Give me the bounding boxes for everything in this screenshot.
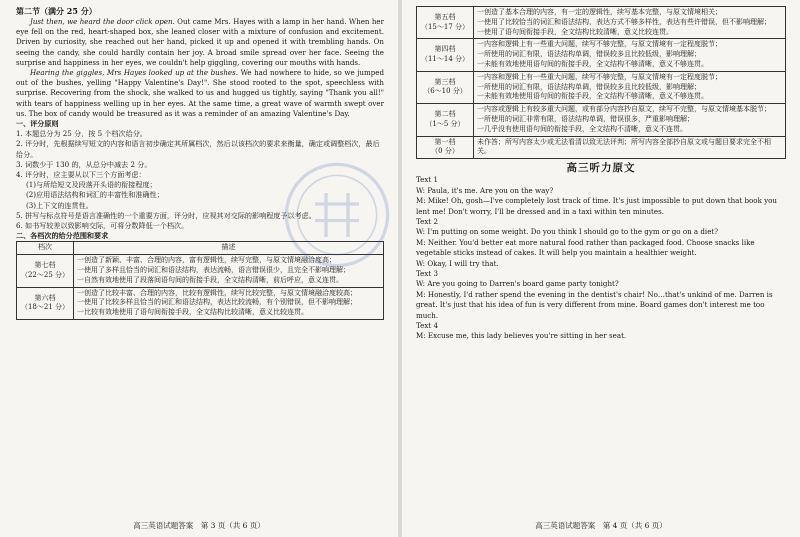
text-label: Text 3: [416, 269, 438, 279]
desc-line: 一自然有效地使用了段落间语句间的衔接手段，全文结构清晰，前后呼应，意义连贯。: [77, 275, 343, 284]
desc-line: 一创造了比较丰富、合理的内容，比较有逻辑性，续写比较完整，与原文情境融洽度较高；: [77, 288, 357, 297]
table-row: [17, 287, 384, 319]
desc-line: 一使用了多样且恰当的词汇和语法结构，表达流畅，语言错误很少，且完全不影响理解；: [77, 266, 350, 275]
desc-line: 一未能有效地使用语句间的衔接手段，全文结构不够清晰，意义不够连贯。: [477, 92, 708, 101]
desc-line: 一所使用的词汇有限，语法结构单调，错误较多且比较低级，影响理解；: [477, 50, 701, 59]
desc-line: 一内容或逻辑上有较多重大问题，或有部分内容抄自原文，续写不完整，与原文情境基本脱节；: [477, 105, 771, 114]
transcript-line: M: Excuse me, this lady believes you're sitting in her seat.: [416, 331, 627, 341]
level-range: （1～5 分）: [425, 119, 465, 128]
desc-cell: [474, 7, 786, 39]
section-title: 第二节（满分 25 分）: [16, 6, 97, 16]
principle-item: 3. 词数少于 130 的，从总分中减去 2 分。: [16, 159, 152, 169]
principle-item: (1)与所给短文及段落开头语的衔接程度；: [26, 180, 157, 190]
desc-line: 一几乎没有使用语句间的衔接手段，全文结构不清晰，意义不连贯。: [477, 124, 687, 133]
level-name: 第三档: [434, 77, 456, 86]
desc-line: 一使用了比较多样且恰当的词汇和语法结构，表达比较流畅，有个别错误，但不影响理解；: [77, 298, 357, 307]
level-cell: [417, 39, 474, 71]
transcript-line: M: Mike! Oh, gosh—I've completely lost track of time. It's just impossible to put down that book you lent me! Don't worry, I'll be dressed and in a taxi within ten minutes.: [416, 196, 777, 216]
desc-line: 未作答；所写内容太少或无法看清以致无法评判；所写内容全部抄自原文或与题目要求完全不相关。: [477, 137, 771, 156]
desc-cell: [474, 136, 786, 159]
story-lead: Hearing the giggles, Mrs Hayes looked up at the bushes.: [30, 68, 239, 78]
level-range: （22～25 分）: [20, 270, 70, 279]
listening-transcript: [416, 175, 786, 342]
transcript-line: W: Are you going to Darren's board game party tonight?: [416, 279, 619, 289]
transcript-line: M: Honestly, I'd rather spend the evening in the dentist's chair! No…that's unkind of me. Darren is great. It's just that his idea of fun is very different from mine. Board games don't interest me too much.: [416, 289, 773, 320]
desc-cell: [74, 287, 384, 319]
page-left: [0, 0, 398, 537]
principle-item: 2. 评分时，先根据续写短文的内容和语言初步确定其所属档次，然后以该档次的要求来衡量，确定或调整档次，最后给分。: [16, 139, 380, 159]
story-paragraph-2: Hearing the giggles, Mrs Hayes looked up at the bushes. We had nowhere to hide, so we jumped out of the bushes, yelling "Happy Valentine's Day!". She stood rooted to the spot, speechless with surprise. Recovering from the shock, she walked to us and hugged us tightly, saying "Thank you all!" with tears of happiness welling up in her eyes. At the same time, a great wave of warmth swept over us. The box of candy would be treasured as it was a reminder of an amazing Valentine's Day.: [16, 68, 385, 118]
table-row: [417, 39, 786, 71]
table-header-level: 档次: [17, 242, 74, 255]
level-cell: [17, 287, 74, 319]
level-range: （11～14 分）: [420, 55, 470, 64]
principles-title: 一、评分原则: [16, 119, 59, 129]
table-header-desc: 描述: [74, 242, 384, 255]
table-title: 二、各档次的给分范围和要求: [16, 231, 109, 241]
level-name: 第四档: [434, 45, 456, 54]
page-footer-right: 高三英语试题答案 第 4 页（共 6 页）: [535, 521, 667, 530]
transcript-line: W: Paula, it's me. Are you on the way?: [416, 185, 554, 195]
desc-line: 一比较有效地使用了语句间衔接手段，全文结构比较清晰，意义比较连贯。: [77, 308, 308, 317]
table-row: [417, 104, 786, 136]
principle-item: (2)应用语法结构和词汇的丰富性和准确性；: [26, 190, 164, 200]
desc-line: 一创造了新颖、丰富、合理的内容，富有逻辑性，续写完整，与原文情境融洽度高；: [77, 256, 336, 265]
desc-line: 一创造了基本合理的内容，有一定的逻辑性，续写基本完整，与原文情境相关；: [477, 8, 722, 16]
level-cell: [417, 7, 474, 39]
level-range: （0 分）: [431, 147, 459, 156]
level-name: 第一档: [434, 137, 456, 146]
principle-item: (3)上下文的连贯性。: [26, 200, 93, 210]
desc-cell: [74, 255, 384, 287]
principle-item: 1. 本题总分为 25 分，按 5 个档次给分。: [16, 129, 147, 139]
level-name: 第六档: [34, 293, 56, 302]
table-row: [417, 71, 786, 103]
text-label: Text 2: [416, 216, 438, 226]
principle-item: 6. 如书写较差以致影响交际，可将分数降低一个档次。: [16, 221, 189, 231]
transcript-line: W: I'm putting on some weight. Do you think I should go to the gym or go on a diet?: [416, 227, 719, 237]
desc-cell: [474, 39, 786, 71]
transcript-line: M: Neither. You'd better eat more natural food rather than packaged food. Choose snacks like vegetable sticks instead of cakes. It will help you maintain a healthier weight.: [416, 237, 755, 258]
level-range: （6～10 分）: [423, 87, 467, 96]
level-name: 第七档: [34, 261, 56, 270]
desc-line: 一未能有效地使用语句间的衔接手段，全文结构不够清晰，意义不够连贯。: [477, 59, 708, 68]
level-cell: [417, 104, 474, 136]
text-label: Text 4: [416, 321, 438, 331]
level-cell: [17, 255, 74, 287]
level-range: （18～21 分）: [20, 303, 70, 312]
story-lead: Just then, we heard the door click open.: [30, 17, 175, 26]
level-name: 第二档: [434, 110, 456, 119]
principle-item: 4. 评分时，应主要从以下三个方面考虑：: [16, 170, 146, 180]
level-cell: [417, 71, 474, 103]
grading-table-right: [416, 6, 786, 159]
desc-line: 一内容和逻辑上有一些重大问题，续写不够完整，与原文情境有一定程度脱节；: [477, 40, 722, 49]
desc-line: 一所使用的词汇非常有限，语法结构单调，错误很多，严重影响理解；: [477, 114, 694, 123]
principle-item: 5. 拼写与标点符号是语言准确性的一个重要方面，评分时，应视其对交际的影响程度予以考虑。: [16, 210, 316, 220]
desc-line: 一使用了语句间衔接手段，全文结构比较清晰，意义比较连贯。: [477, 27, 673, 36]
text-label: Text 1: [416, 175, 438, 185]
desc-line: 一所使用的词汇有限，语法结构单调，错误较多且比较低级，影响理解；: [477, 82, 701, 91]
table-row: [417, 7, 786, 39]
grading-table-left: [16, 241, 384, 320]
table-row: [417, 136, 786, 159]
transcript-line: W: Okay, I will try that.: [416, 258, 499, 268]
story-paragraph-1: Just then, we heard the door click open. Out came Mrs. Hayes with a lamp in her hand. When her eye fell on the red, heart-shaped box, she leaned closer with a mixture of confusion and excitement. Driven by curiosity, she reached out her hand, picked it up and opened it with trembling hands. On seeing the candy, she could hardly contain her joy. A broad smile spread over her face. Seeing the surprise and happiness in her eyes, we couldn't help giggling, covering our mouths with hands.: [16, 17, 384, 67]
desc-line: 一使用了比较恰当的词汇和语法结构，表达方式不够多样性，表达有些许错误，但不影响理解；: [477, 17, 771, 26]
table-row: [17, 255, 384, 287]
desc-cell: [474, 71, 786, 103]
principles-list: [16, 129, 384, 231]
level-range: （15～17 分）: [420, 22, 470, 31]
level-name: 第五档: [434, 12, 456, 21]
desc-cell: [474, 104, 786, 136]
page-right: [402, 0, 800, 537]
level-cell: [417, 136, 474, 159]
page-footer-left: 高三英语试题答案 第 3 页（共 6 页）: [133, 521, 265, 530]
desc-line: 一内容和逻辑上有一些重大问题，续写不够完整，与原文情境有一定程度脱节；: [477, 72, 722, 81]
listening-title: 高三听力原文: [566, 162, 636, 175]
